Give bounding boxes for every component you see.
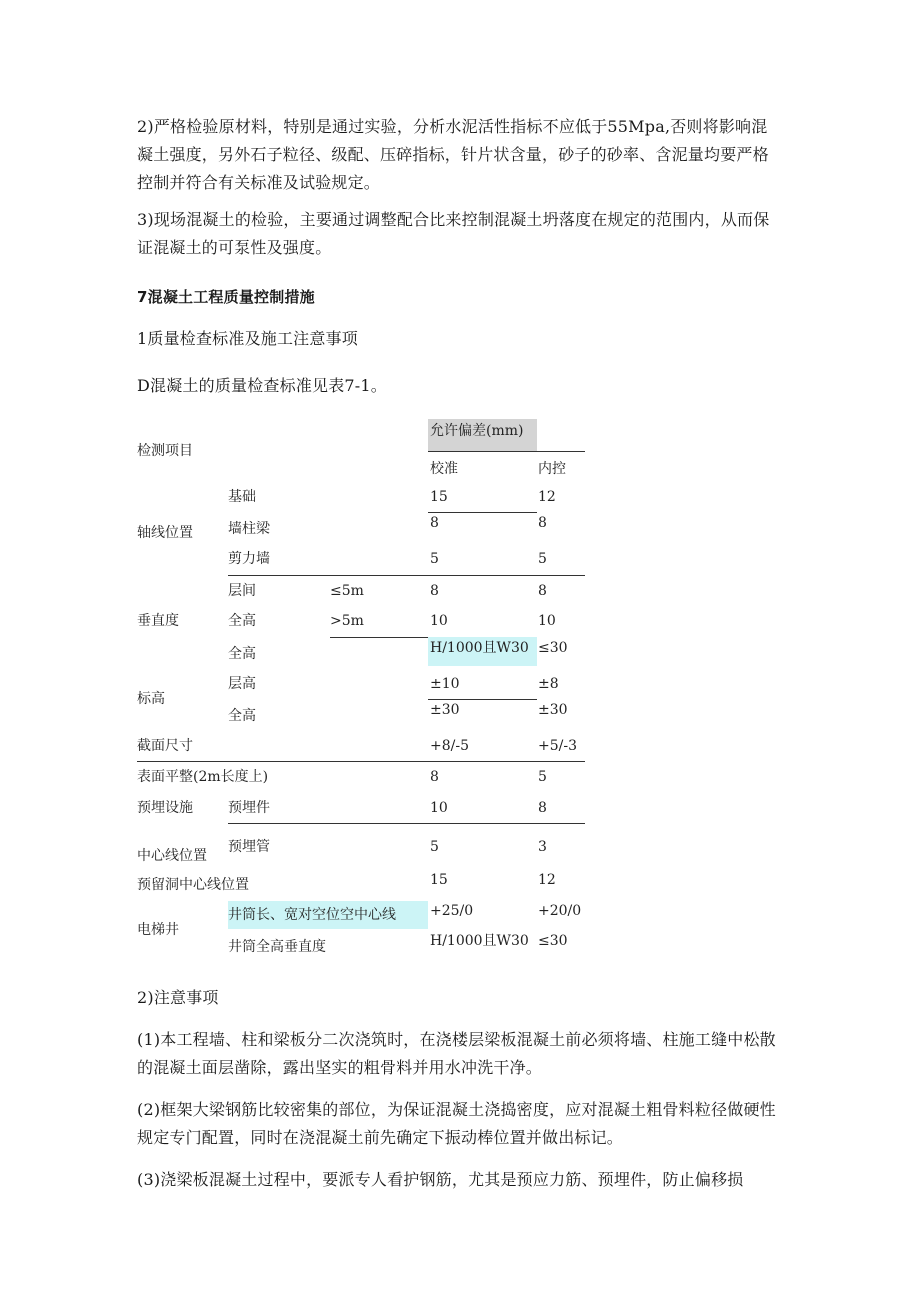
divider [428,451,585,452]
table-row-sub: 墙柱梁 [228,521,270,537]
table-cell-inner: ±30 [538,702,568,718]
table-row-sub: 基础 [228,489,256,505]
table-cell-cal: H/1000且W30 [430,933,529,949]
table-cell-inner: 8 [538,800,547,816]
table-row-sub: 剪力墙 [228,551,270,567]
table-row-sub: 全高 [228,708,256,724]
table-cell-cal: H/1000且W30 [430,640,529,656]
table-cell-cal: 8 [430,769,439,785]
table-cell-inner: 12 [538,872,556,888]
table-cell-inner: 5 [538,769,547,785]
table-cell-cal: 8 [430,583,439,599]
table-row-item: 截面尺寸 [137,738,193,754]
table-cell-inner: 8 [538,583,547,599]
table-row-sub: 全高 [228,646,256,662]
table-cell-cal: +25/0 [430,903,474,919]
table-cell-inner: ≤30 [538,933,568,949]
table-cell-cal: 5 [430,551,439,567]
divider [228,575,585,576]
paragraph-material-inspection: 2)严格检验原材料，特别是通过实验，分析水泥活性指标不应低于55Mpa,否则将影响混凝土强度，另外石子粒径、级配、压碎指标，针片状含量，砂子的砂率、含泥量均要严格控制并符合有关标准及试验规定。 [137,117,769,192]
table-cell-cal: 15 [430,489,448,505]
table-row-extra: >5m [330,613,364,629]
table-cell-cal: +8/-5 [430,738,469,754]
header-internal: 内控 [538,461,566,477]
subheading-quality-standards: 1质量检查标准及施工注意事项 [137,329,358,348]
table-cell-cal: ±10 [430,676,460,692]
table-cell-cal: 8 [430,515,439,531]
table-cell-inner: 12 [538,489,556,505]
table-cell-inner: 8 [538,515,547,531]
table-cell-inner: 10 [538,613,556,629]
table-cell-inner: ≤30 [538,640,568,656]
divider [330,637,428,638]
table-row-sub: 预埋管 [228,839,270,855]
table-row-extra: ≤5m [330,583,364,599]
header-calibration: 校准 [430,461,458,477]
table-cell-cal: 15 [430,872,448,888]
table-row-item: 中心线位置 [137,848,207,864]
table-cell-inner: ±8 [538,676,559,692]
group-label: 垂直度 [137,613,179,629]
table-cell-cal: 5 [430,839,439,855]
paragraph-note-1: (1)本工程墙、柱和梁板分二次浇筑时，在浇楼层梁板混凝土前必须将墙、柱施工缝中松散的混凝土面层凿除，露出坚实的粗骨料并用水冲洗干净。 [137,1030,776,1077]
paragraph-note-2: (2)框架大梁钢筋比较密集的部位，为保证混凝土浇捣密度，应对混凝土粗骨料粒径做硬性规定专门配置，同时在浇混凝土前先确定下振动棒位置并做出标记。 [137,1100,776,1147]
group-label: 标高 [137,691,165,707]
divider [428,512,537,513]
group-label: 轴线位置 [137,525,193,541]
header-item: 检测项目 [137,443,193,459]
paragraph-site-inspection: 3)现场混凝土的检验，主要通过调整配合比来控制混凝土坍落度在规定的范围内，从而保证混凝土的可泵性及强度。 [137,210,770,257]
table-cell-cal: 10 [430,800,448,816]
table-row-sub: 全高 [228,613,256,629]
table-row-sub: 井筒长、宽对空位空中心线 [228,907,396,923]
subheading-notes: 2)注意事项 [137,988,219,1007]
table-cell-inner: 5 [538,551,547,567]
table-cell-inner: 3 [538,839,547,855]
group-label: 电梯井 [137,922,179,938]
table-cell-inner: +5/-3 [538,738,577,754]
table-row-item: 表面平整(2m长度上) [137,769,269,785]
table-row-sub: 预埋件 [228,800,270,816]
divider [228,823,585,824]
table-row-sub: 层间 [228,583,256,599]
table-intro: D混凝土的质量检查标准见表7-1。 [137,376,387,395]
table-row-item: 预埋设施 [137,800,193,816]
table-row-sub: 层高 [228,676,256,692]
table-cell-cal: 10 [430,613,448,629]
table-cell-cal: ±30 [430,702,460,718]
paragraph-note-3: (3)浇梁板混凝土过程中，要派专人看护钢筋，尤其是预应力筋、预埋件，防止偏移损 [137,1170,744,1189]
section-heading: 7混凝土工程质量控制措施 [137,288,315,306]
table-row-sub: 井筒全高垂直度 [228,939,326,955]
table-row-item: 预留洞中心线位置 [137,877,249,893]
header-tolerance: 允许偏差(mm) [430,423,524,439]
divider [137,761,585,762]
table-cell-inner: +20/0 [538,903,582,919]
